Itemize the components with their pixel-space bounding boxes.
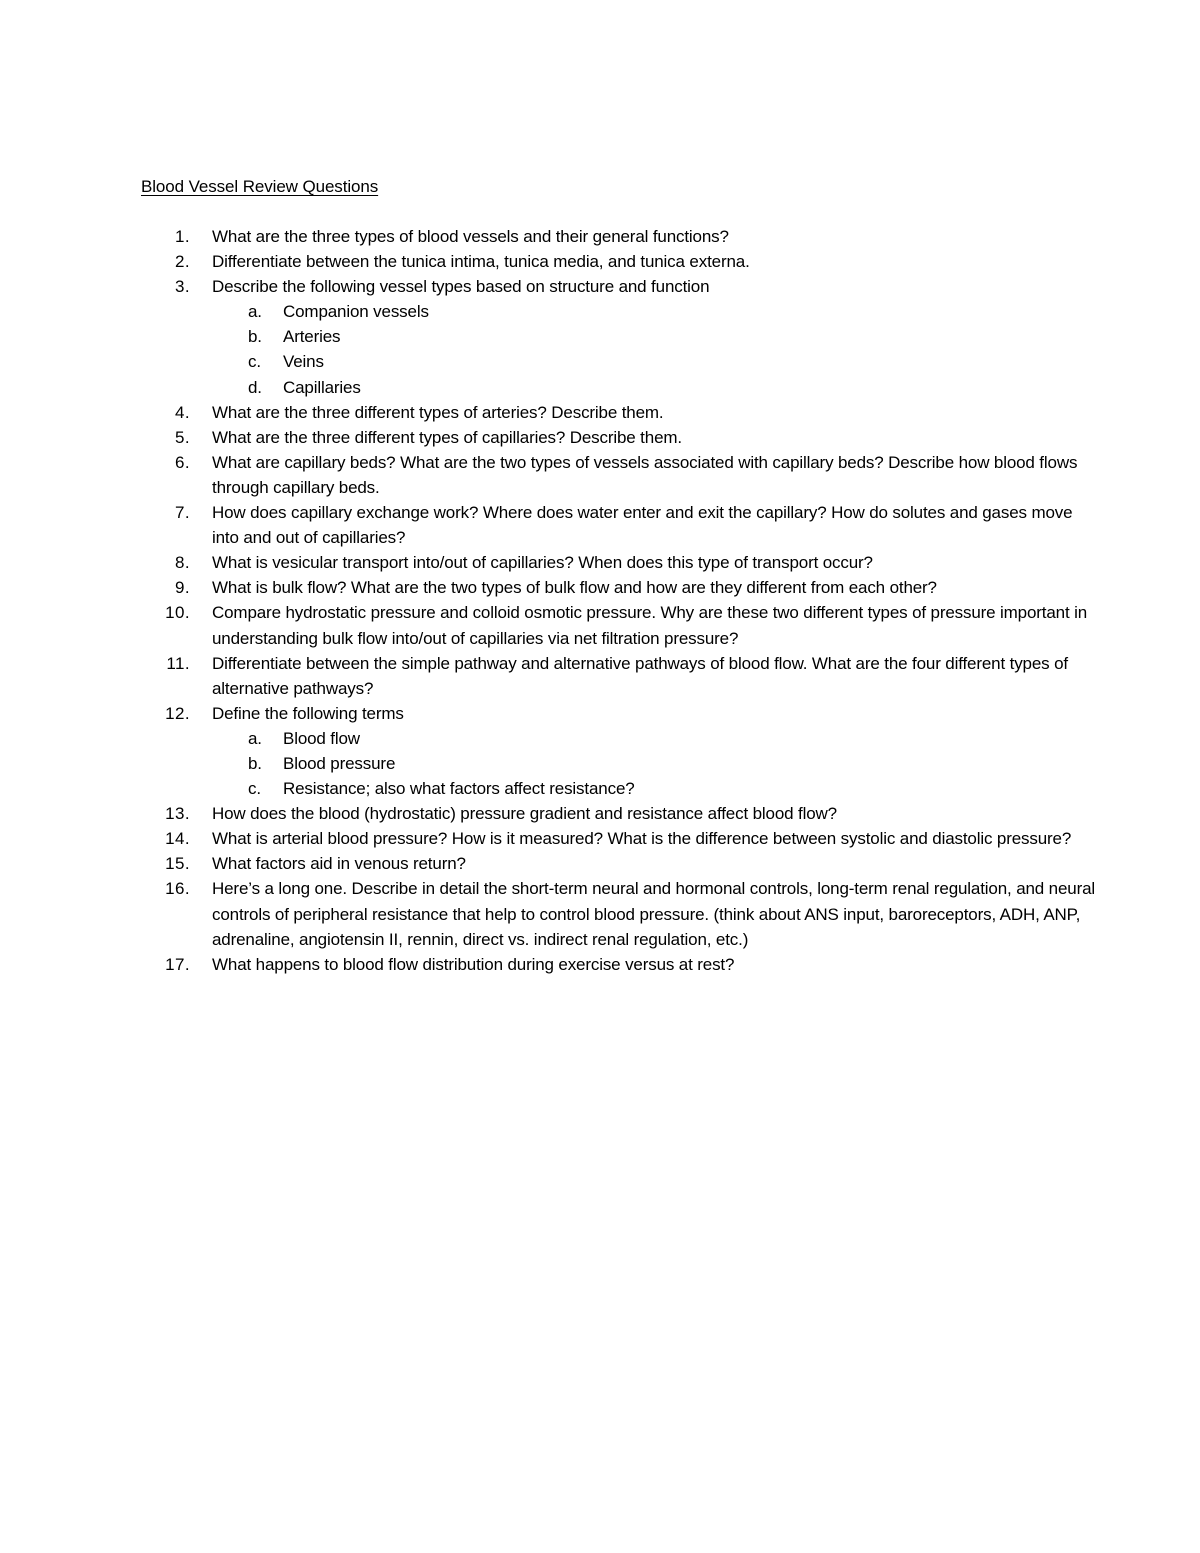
question-number: 2. xyxy=(175,252,190,272)
question-text: Here’s a long one. Describe in detail the short-term neural and hormonal controls, long-term renal regulation, and neural controls of peripheral resistance that help to control blood pressure. (think about ANS input, baroreceptors, ADH, ANP, adrenaline, angiotensin II, rennin, direct vs. indirect renal regulation, etc.) xyxy=(212,879,1096,949)
sub-question-letter: c. xyxy=(248,779,261,799)
sub-question-letter: c. xyxy=(248,352,261,372)
question-text: What is arterial blood pressure? How is it measured? What is the difference between systolic and diastolic pressure? xyxy=(212,829,1072,849)
sub-question-text: Veins xyxy=(283,352,324,372)
question-text: What factors aid in venous return? xyxy=(212,854,466,874)
question-number: 6. xyxy=(175,452,190,472)
sub-question-letter: b. xyxy=(248,327,262,347)
question-text: What is bulk flow? What are the two types of bulk flow and how are they different from each other? xyxy=(212,578,937,598)
sub-question-list xyxy=(212,726,1100,801)
sub-question-letter: b. xyxy=(248,753,262,773)
question-item xyxy=(140,400,1100,425)
sub-question-letter: a. xyxy=(248,302,262,322)
question-text: What are the three different types of capillaries? Describe them. xyxy=(212,427,682,447)
question-number: 11. xyxy=(166,653,190,673)
sub-question-letter: d. xyxy=(248,377,262,397)
question-item xyxy=(140,425,1100,450)
sub-question-item xyxy=(212,299,1100,324)
question-text: Differentiate between the simple pathway and alternative pathways of blood flow. What are the four different types of alternative pathways? xyxy=(212,653,1068,698)
sub-question-list xyxy=(212,299,1100,399)
question-number: 8. xyxy=(175,553,190,573)
question-text: What is vesicular transport into/out of capillaries? When does this type of transport occur? xyxy=(212,553,873,573)
question-text: How does the blood (hydrostatic) pressure gradient and resistance affect blood flow? xyxy=(212,804,837,824)
sub-question-text: Capillaries xyxy=(283,377,361,397)
document-title: Blood Vessel Review Questions xyxy=(141,177,379,196)
sub-question-item xyxy=(212,324,1100,349)
question-number: 1. xyxy=(175,227,190,246)
question-item xyxy=(140,651,1100,701)
question-item xyxy=(140,876,1100,951)
question-item xyxy=(140,550,1100,575)
question-number: 5. xyxy=(175,427,190,447)
question-number: 17. xyxy=(165,954,190,974)
question-number: 13. xyxy=(165,804,190,824)
question-item xyxy=(140,249,1100,274)
question-text: How does capillary exchange work? Where does water enter and exit the capillary? How do solutes and gases move into and out of capillaries? xyxy=(212,503,1073,548)
sub-question-text: Companion vessels xyxy=(283,302,429,322)
question-item xyxy=(140,952,1100,977)
question-text: Define the following terms xyxy=(212,703,404,723)
sub-question-item xyxy=(212,349,1100,374)
question-item xyxy=(140,801,1100,826)
question-number: 16. xyxy=(165,879,190,899)
question-item xyxy=(140,600,1100,650)
sub-question-item xyxy=(212,726,1100,751)
question-number: 10. xyxy=(165,603,190,623)
question-item xyxy=(140,575,1100,600)
question-number: 15. xyxy=(165,854,190,874)
sub-question-letter: a. xyxy=(248,728,262,748)
question-item xyxy=(140,500,1100,550)
question-item xyxy=(140,450,1100,500)
sub-question-item xyxy=(212,776,1100,801)
question-item xyxy=(140,274,1100,399)
question-number: 4. xyxy=(175,402,190,422)
question-item xyxy=(140,851,1100,876)
sub-question-text: Blood pressure xyxy=(283,753,396,773)
question-item xyxy=(140,224,1100,249)
question-item xyxy=(140,701,1100,801)
question-number: 3. xyxy=(175,277,190,297)
question-text: What are the three types of blood vessels and their general functions? xyxy=(212,227,729,246)
sub-question-item xyxy=(212,751,1100,776)
question-text: Differentiate between the tunica intima, tunica media, and tunica externa. xyxy=(212,252,750,272)
question-number: 9. xyxy=(175,578,190,598)
sub-question-text: Arteries xyxy=(283,327,341,347)
question-text: Compare hydrostatic pressure and colloid osmotic pressure. Why are these two different types of pressure important in understanding bulk flow into/out of capillaries via net filtration pressure? xyxy=(212,603,1088,648)
question-item xyxy=(140,826,1100,851)
question-text: What happens to blood flow distribution during exercise versus at rest? xyxy=(212,954,735,974)
question-text: What are the three different types of arteries? Describe them. xyxy=(212,402,664,422)
question-text: What are capillary beds? What are the two types of vessels associated with capillary beds? Describe how blood flows through capillary beds. xyxy=(212,452,1078,497)
question-list xyxy=(140,224,1100,977)
sub-question-text: Resistance; also what factors affect resistance? xyxy=(283,779,635,799)
question-number: 12. xyxy=(165,703,190,723)
question-text: Describe the following vessel types based on structure and function xyxy=(212,277,710,297)
question-number: 7. xyxy=(175,503,190,523)
question-number: 14. xyxy=(165,829,190,849)
sub-question-item xyxy=(212,375,1100,400)
sub-question-text: Blood flow xyxy=(283,728,360,748)
